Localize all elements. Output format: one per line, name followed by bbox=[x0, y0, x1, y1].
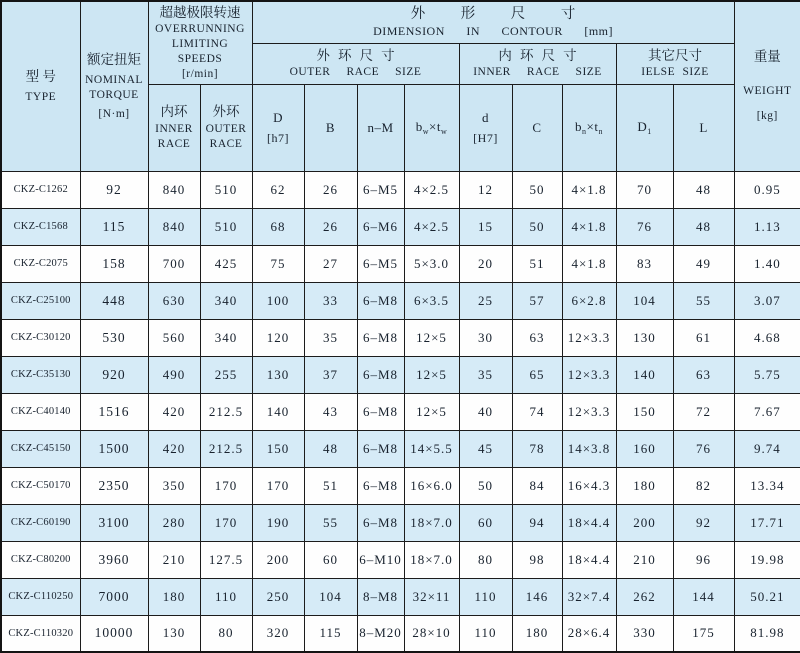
cell-dim-d: 110 bbox=[459, 615, 512, 652]
cell-dim-D: 120 bbox=[252, 319, 304, 356]
dimension-label-en: DIMENSION IN CONTOUR [mm] bbox=[373, 24, 613, 39]
cell-dim-bn-tn: 6×2.8 bbox=[562, 282, 616, 319]
type-label-zh: 型 号 bbox=[25, 68, 56, 84]
cell-dim-nM: 6–M8 bbox=[357, 430, 404, 467]
cell-dim-bn-tn: 32×7.4 bbox=[562, 578, 616, 615]
col-header-speed-outer-race bbox=[200, 84, 252, 171]
table-row bbox=[1, 430, 800, 467]
bn-sub: n bbox=[582, 127, 587, 136]
cell-dim-B: 33 bbox=[304, 282, 357, 319]
cell-dim-D: 250 bbox=[252, 578, 304, 615]
cell-type: CKZ-C1568 bbox=[1, 208, 80, 245]
cell-type: CKZ-C40140 bbox=[1, 393, 80, 430]
bw-sub: w bbox=[422, 127, 430, 136]
cell-dim-d: 15 bbox=[459, 208, 512, 245]
table-row bbox=[1, 615, 800, 652]
cell-dim-nM: 6–M6 bbox=[357, 208, 404, 245]
cell-dim-nM: 6–M8 bbox=[357, 282, 404, 319]
cell-dim-B: 26 bbox=[304, 208, 357, 245]
speed-outer-en2: RACE bbox=[209, 137, 243, 150]
cell-weight: 0.95 bbox=[734, 171, 800, 208]
table-row bbox=[1, 319, 800, 356]
cell-dim-L: 144 bbox=[673, 578, 734, 615]
cell-dim-L: 82 bbox=[673, 467, 734, 504]
cell-dim-D1: 104 bbox=[616, 282, 673, 319]
table-row bbox=[1, 282, 800, 319]
cell-type: CKZ-C60190 bbox=[1, 504, 80, 541]
cell-dim-bw-tw: 4×2.5 bbox=[404, 208, 459, 245]
cell-dim-d: 35 bbox=[459, 356, 512, 393]
cell-dim-nM: 6–M8 bbox=[357, 393, 404, 430]
nM-symbol: n–M bbox=[367, 119, 394, 135]
cell-dim-nM: 8–M20 bbox=[357, 615, 404, 652]
cell-speed-inner-race: 130 bbox=[148, 615, 200, 652]
cell-speed-inner-race: 210 bbox=[148, 541, 200, 578]
torque-label-en1: NOMINAL bbox=[85, 73, 143, 86]
cell-weight: 13.34 bbox=[734, 467, 800, 504]
cell-nominal-torque: 920 bbox=[80, 356, 148, 393]
table-row bbox=[1, 578, 800, 615]
table-row bbox=[1, 467, 800, 504]
cell-dim-B: 43 bbox=[304, 393, 357, 430]
cell-dim-B: 27 bbox=[304, 245, 357, 282]
B-symbol: B bbox=[325, 119, 336, 135]
cell-dim-B: 37 bbox=[304, 356, 357, 393]
torque-unit: [N·m] bbox=[98, 107, 130, 120]
table-body bbox=[1, 171, 800, 652]
cell-speed-inner-race: 490 bbox=[148, 356, 200, 393]
inner-race-size-zh: 内 环 尺 寸 bbox=[498, 47, 577, 63]
C-symbol: C bbox=[532, 119, 542, 135]
cell-dim-d: 40 bbox=[459, 393, 512, 430]
cell-dim-D: 68 bbox=[252, 208, 304, 245]
cell-weight: 7.67 bbox=[734, 393, 800, 430]
cell-type: CKZ-C50170 bbox=[1, 467, 80, 504]
cell-dim-D: 190 bbox=[252, 504, 304, 541]
cell-speed-inner-race: 280 bbox=[148, 504, 200, 541]
cell-dim-d: 45 bbox=[459, 430, 512, 467]
cell-dim-L: 96 bbox=[673, 541, 734, 578]
bn-base: b bbox=[575, 119, 583, 134]
col-header-weight bbox=[734, 1, 800, 171]
cell-speed-inner-race: 180 bbox=[148, 578, 200, 615]
cell-weight: 3.07 bbox=[734, 282, 800, 319]
cell-weight: 50.21 bbox=[734, 578, 800, 615]
cell-nominal-torque: 3100 bbox=[80, 504, 148, 541]
col-header-nM bbox=[357, 84, 404, 171]
cell-dim-bn-tn: 18×4.4 bbox=[562, 541, 616, 578]
cell-dim-B: 60 bbox=[304, 541, 357, 578]
cell-dim-L: 48 bbox=[673, 208, 734, 245]
cell-dim-D1: 262 bbox=[616, 578, 673, 615]
cell-dim-nM: 6–M5 bbox=[357, 245, 404, 282]
cell-dim-B: 51 bbox=[304, 467, 357, 504]
cell-speed-inner-race: 840 bbox=[148, 208, 200, 245]
d-symbol: d bbox=[482, 109, 490, 125]
weight-label-en: WEIGHT bbox=[743, 85, 792, 98]
speed-inner-en2: RACE bbox=[157, 137, 191, 150]
torque-label-zh: 额定扭矩 bbox=[87, 51, 141, 67]
cell-nominal-torque: 2350 bbox=[80, 467, 148, 504]
cell-dim-B: 35 bbox=[304, 319, 357, 356]
cell-dim-d: 12 bbox=[459, 171, 512, 208]
cell-weight: 17.71 bbox=[734, 504, 800, 541]
cell-dim-nM: 6–M5 bbox=[357, 171, 404, 208]
cell-weight: 19.98 bbox=[734, 541, 800, 578]
cell-speed-inner-race: 700 bbox=[148, 245, 200, 282]
cell-type: CKZ-C80200 bbox=[1, 541, 80, 578]
cell-dim-D1: 180 bbox=[616, 467, 673, 504]
table-row bbox=[1, 393, 800, 430]
group-header-dimension bbox=[252, 1, 734, 43]
cell-dim-bw-tw: 16×6.0 bbox=[404, 467, 459, 504]
col-header-C bbox=[512, 84, 562, 171]
cell-type: CKZ-C30120 bbox=[1, 319, 80, 356]
cell-dim-nM: 6–M8 bbox=[357, 504, 404, 541]
cell-dim-D1: 130 bbox=[616, 319, 673, 356]
cell-dim-D: 130 bbox=[252, 356, 304, 393]
cell-dim-B: 26 bbox=[304, 171, 357, 208]
cell-dim-D1: 160 bbox=[616, 430, 673, 467]
outer-race-size-zh: 外 环 尺 寸 bbox=[316, 47, 395, 63]
cell-type: CKZ-C110320 bbox=[1, 615, 80, 652]
cell-dim-D: 150 bbox=[252, 430, 304, 467]
cell-dim-bn-tn: 4×1.8 bbox=[562, 245, 616, 282]
table-row bbox=[1, 541, 800, 578]
cell-dim-D: 140 bbox=[252, 393, 304, 430]
cell-speed-outer-race: 510 bbox=[200, 171, 252, 208]
table-row bbox=[1, 171, 800, 208]
cell-weight: 81.98 bbox=[734, 615, 800, 652]
cell-speed-outer-race: 212.5 bbox=[200, 430, 252, 467]
tw-base: ×t bbox=[429, 119, 441, 134]
group-header-speeds bbox=[148, 1, 252, 84]
col-header-speed-inner-race bbox=[148, 84, 200, 171]
cell-dim-D: 200 bbox=[252, 541, 304, 578]
cell-nominal-torque: 1516 bbox=[80, 393, 148, 430]
cell-dim-nM: 6–M8 bbox=[357, 319, 404, 356]
cell-dim-bn-tn: 28×6.4 bbox=[562, 615, 616, 652]
cell-nominal-torque: 3960 bbox=[80, 541, 148, 578]
cell-dim-nM: 8–M8 bbox=[357, 578, 404, 615]
cell-dim-D1: 70 bbox=[616, 171, 673, 208]
cell-dim-D: 75 bbox=[252, 245, 304, 282]
cell-speed-outer-race: 170 bbox=[200, 504, 252, 541]
cell-dim-bw-tw: 28×10 bbox=[404, 615, 459, 652]
cell-speed-outer-race: 212.5 bbox=[200, 393, 252, 430]
weight-unit: [kg] bbox=[756, 110, 778, 123]
cell-type: CKZ-C35130 bbox=[1, 356, 80, 393]
cell-dim-C: 180 bbox=[512, 615, 562, 652]
cell-speed-inner-race: 560 bbox=[148, 319, 200, 356]
type-label-en: TYPE bbox=[25, 90, 57, 103]
cell-nominal-torque: 92 bbox=[80, 171, 148, 208]
col-header-D1 bbox=[616, 84, 673, 171]
cell-dim-nM: 6–M8 bbox=[357, 356, 404, 393]
cell-dim-bn-tn: 4×1.8 bbox=[562, 171, 616, 208]
speed-outer-zh: 外环 bbox=[212, 104, 240, 120]
cell-dim-bn-tn: 16×4.3 bbox=[562, 467, 616, 504]
col-header-D bbox=[252, 84, 304, 171]
cell-speed-inner-race: 350 bbox=[148, 467, 200, 504]
cell-dim-L: 63 bbox=[673, 356, 734, 393]
cell-dim-C: 50 bbox=[512, 171, 562, 208]
L-symbol: L bbox=[699, 119, 708, 135]
cell-type: CKZ-C110250 bbox=[1, 578, 80, 615]
tn-sub: n bbox=[598, 127, 603, 136]
cell-dim-L: 55 bbox=[673, 282, 734, 319]
cell-speed-inner-race: 630 bbox=[148, 282, 200, 319]
group-header-inner-race-size bbox=[459, 43, 616, 84]
col-header-B bbox=[304, 84, 357, 171]
group-header-outer-race-size bbox=[252, 43, 459, 84]
cell-dim-C: 98 bbox=[512, 541, 562, 578]
cell-dim-D: 170 bbox=[252, 467, 304, 504]
cell-dim-B: 104 bbox=[304, 578, 357, 615]
outer-race-size-en: OUTER RACE SIZE bbox=[289, 66, 422, 79]
col-header-type bbox=[1, 1, 80, 171]
cell-dim-D1: 140 bbox=[616, 356, 673, 393]
cell-dim-L: 92 bbox=[673, 504, 734, 541]
cell-nominal-torque: 115 bbox=[80, 208, 148, 245]
cell-dim-C: 50 bbox=[512, 208, 562, 245]
col-header-d bbox=[459, 84, 512, 171]
cell-speed-outer-race: 170 bbox=[200, 467, 252, 504]
cell-dim-bw-tw: 5×3.0 bbox=[404, 245, 459, 282]
cell-dim-C: 78 bbox=[512, 430, 562, 467]
cell-dim-nM: 6–M8 bbox=[357, 467, 404, 504]
cell-type: CKZ-C45150 bbox=[1, 430, 80, 467]
cell-speed-inner-race: 840 bbox=[148, 171, 200, 208]
dimension-label-zh: 外 形 尺 寸 bbox=[410, 5, 576, 22]
cell-speed-inner-race: 420 bbox=[148, 430, 200, 467]
cell-dim-C: 57 bbox=[512, 282, 562, 319]
cell-dim-d: 80 bbox=[459, 541, 512, 578]
cell-dim-C: 51 bbox=[512, 245, 562, 282]
cell-dim-bw-tw: 12×5 bbox=[404, 393, 459, 430]
speed-outer-en1: OUTER bbox=[205, 122, 247, 135]
cell-dim-nM: 6–M10 bbox=[357, 541, 404, 578]
cell-dim-C: 146 bbox=[512, 578, 562, 615]
D-tolerance: [h7] bbox=[267, 130, 290, 145]
cell-dim-L: 61 bbox=[673, 319, 734, 356]
cell-dim-C: 63 bbox=[512, 319, 562, 356]
cell-dim-d: 50 bbox=[459, 467, 512, 504]
tn-base: ×t bbox=[586, 119, 599, 134]
table-header bbox=[1, 1, 800, 171]
cell-weight: 4.68 bbox=[734, 319, 800, 356]
cell-dim-d: 110 bbox=[459, 578, 512, 615]
cell-dim-bn-tn: 12×3.3 bbox=[562, 319, 616, 356]
table-row bbox=[1, 208, 800, 245]
cell-dim-d: 60 bbox=[459, 504, 512, 541]
tw-sub: w bbox=[440, 127, 448, 136]
cell-nominal-torque: 448 bbox=[80, 282, 148, 319]
cell-dim-L: 48 bbox=[673, 171, 734, 208]
speed-inner-zh: 内环 bbox=[160, 104, 188, 120]
cell-dim-L: 76 bbox=[673, 430, 734, 467]
cell-dim-d: 25 bbox=[459, 282, 512, 319]
cell-dim-B: 48 bbox=[304, 430, 357, 467]
cell-weight: 9.74 bbox=[734, 430, 800, 467]
speeds-label-zh: 超越极限转速 bbox=[159, 4, 241, 20]
cell-type: CKZ-C2075 bbox=[1, 245, 80, 282]
cell-nominal-torque: 530 bbox=[80, 319, 148, 356]
cell-dim-C: 94 bbox=[512, 504, 562, 541]
cell-nominal-torque: 10000 bbox=[80, 615, 148, 652]
cell-dim-bw-tw: 18×7.0 bbox=[404, 541, 459, 578]
cell-speed-outer-race: 255 bbox=[200, 356, 252, 393]
cell-dim-B: 115 bbox=[304, 615, 357, 652]
inner-race-size-en: INNER RACE SIZE bbox=[473, 66, 602, 79]
cell-type: CKZ-C1262 bbox=[1, 171, 80, 208]
cell-dim-D1: 210 bbox=[616, 541, 673, 578]
cell-dim-D: 320 bbox=[252, 615, 304, 652]
cell-speed-inner-race: 420 bbox=[148, 393, 200, 430]
cell-nominal-torque: 158 bbox=[80, 245, 148, 282]
cell-dim-D1: 76 bbox=[616, 208, 673, 245]
cell-speed-outer-race: 425 bbox=[200, 245, 252, 282]
cell-dim-d: 20 bbox=[459, 245, 512, 282]
cell-dim-D1: 200 bbox=[616, 504, 673, 541]
col-header-torque bbox=[80, 1, 148, 171]
cell-weight: 5.75 bbox=[734, 356, 800, 393]
cell-dim-D1: 330 bbox=[616, 615, 673, 652]
else-size-zh: 其它尺寸 bbox=[648, 47, 703, 63]
else-size-en: IELSE SIZE bbox=[641, 66, 709, 79]
group-header-else-size bbox=[616, 43, 734, 84]
cell-speed-outer-race: 510 bbox=[200, 208, 252, 245]
bw-base: b bbox=[415, 119, 423, 134]
torque-label-en2: TORQUE bbox=[89, 88, 139, 101]
cell-dim-bn-tn: 4×1.8 bbox=[562, 208, 616, 245]
cell-dim-bw-tw: 12×5 bbox=[404, 319, 459, 356]
col-header-bw-tw bbox=[404, 84, 459, 171]
cell-dim-bn-tn: 18×4.4 bbox=[562, 504, 616, 541]
cell-dim-bw-tw: 14×5.5 bbox=[404, 430, 459, 467]
cell-dim-bn-tn: 12×3.3 bbox=[562, 356, 616, 393]
cell-nominal-torque: 1500 bbox=[80, 430, 148, 467]
cell-dim-bn-tn: 14×3.8 bbox=[562, 430, 616, 467]
cell-dim-D: 100 bbox=[252, 282, 304, 319]
cell-dim-L: 175 bbox=[673, 615, 734, 652]
cell-dim-bw-tw: 4×2.5 bbox=[404, 171, 459, 208]
cell-dim-D1: 150 bbox=[616, 393, 673, 430]
cell-dim-bn-tn: 12×3.3 bbox=[562, 393, 616, 430]
cell-weight: 1.40 bbox=[734, 245, 800, 282]
cell-dim-bw-tw: 18×7.0 bbox=[404, 504, 459, 541]
cell-type: CKZ-C25100 bbox=[1, 282, 80, 319]
cell-dim-L: 49 bbox=[673, 245, 734, 282]
cell-dim-C: 74 bbox=[512, 393, 562, 430]
cell-dim-C: 65 bbox=[512, 356, 562, 393]
cell-dim-L: 72 bbox=[673, 393, 734, 430]
speeds-label-en2: LIMITING SPEEDS bbox=[171, 37, 229, 65]
cell-speed-outer-race: 80 bbox=[200, 615, 252, 652]
cell-dim-bw-tw: 12×5 bbox=[404, 356, 459, 393]
cell-dim-D1: 83 bbox=[616, 245, 673, 282]
D1-base: D bbox=[637, 119, 648, 134]
cell-speed-outer-race: 110 bbox=[200, 578, 252, 615]
cell-dim-D: 62 bbox=[252, 171, 304, 208]
col-header-L bbox=[673, 84, 734, 171]
speeds-unit: [r/min] bbox=[181, 67, 219, 80]
cell-speed-outer-race: 340 bbox=[200, 282, 252, 319]
table-row bbox=[1, 245, 800, 282]
cell-dim-bw-tw: 6×3.5 bbox=[404, 282, 459, 319]
cell-dim-d: 30 bbox=[459, 319, 512, 356]
cell-dim-C: 84 bbox=[512, 467, 562, 504]
weight-label-zh: 重量 bbox=[753, 49, 781, 65]
D-symbol: D bbox=[273, 109, 283, 125]
speed-inner-en1: INNER bbox=[155, 122, 193, 135]
cell-weight: 1.13 bbox=[734, 208, 800, 245]
col-header-bn-tn bbox=[562, 84, 616, 171]
cell-speed-outer-race: 340 bbox=[200, 319, 252, 356]
table-row bbox=[1, 504, 800, 541]
cell-dim-bw-tw: 32×11 bbox=[404, 578, 459, 615]
cell-dim-B: 55 bbox=[304, 504, 357, 541]
d-tolerance: [H7] bbox=[473, 130, 498, 145]
cell-speed-outer-race: 127.5 bbox=[200, 541, 252, 578]
speeds-label-en1: OVERRUNNING bbox=[155, 22, 245, 35]
table-row bbox=[1, 356, 800, 393]
D1-sub: 1 bbox=[647, 127, 652, 136]
cell-nominal-torque: 7000 bbox=[80, 578, 148, 615]
